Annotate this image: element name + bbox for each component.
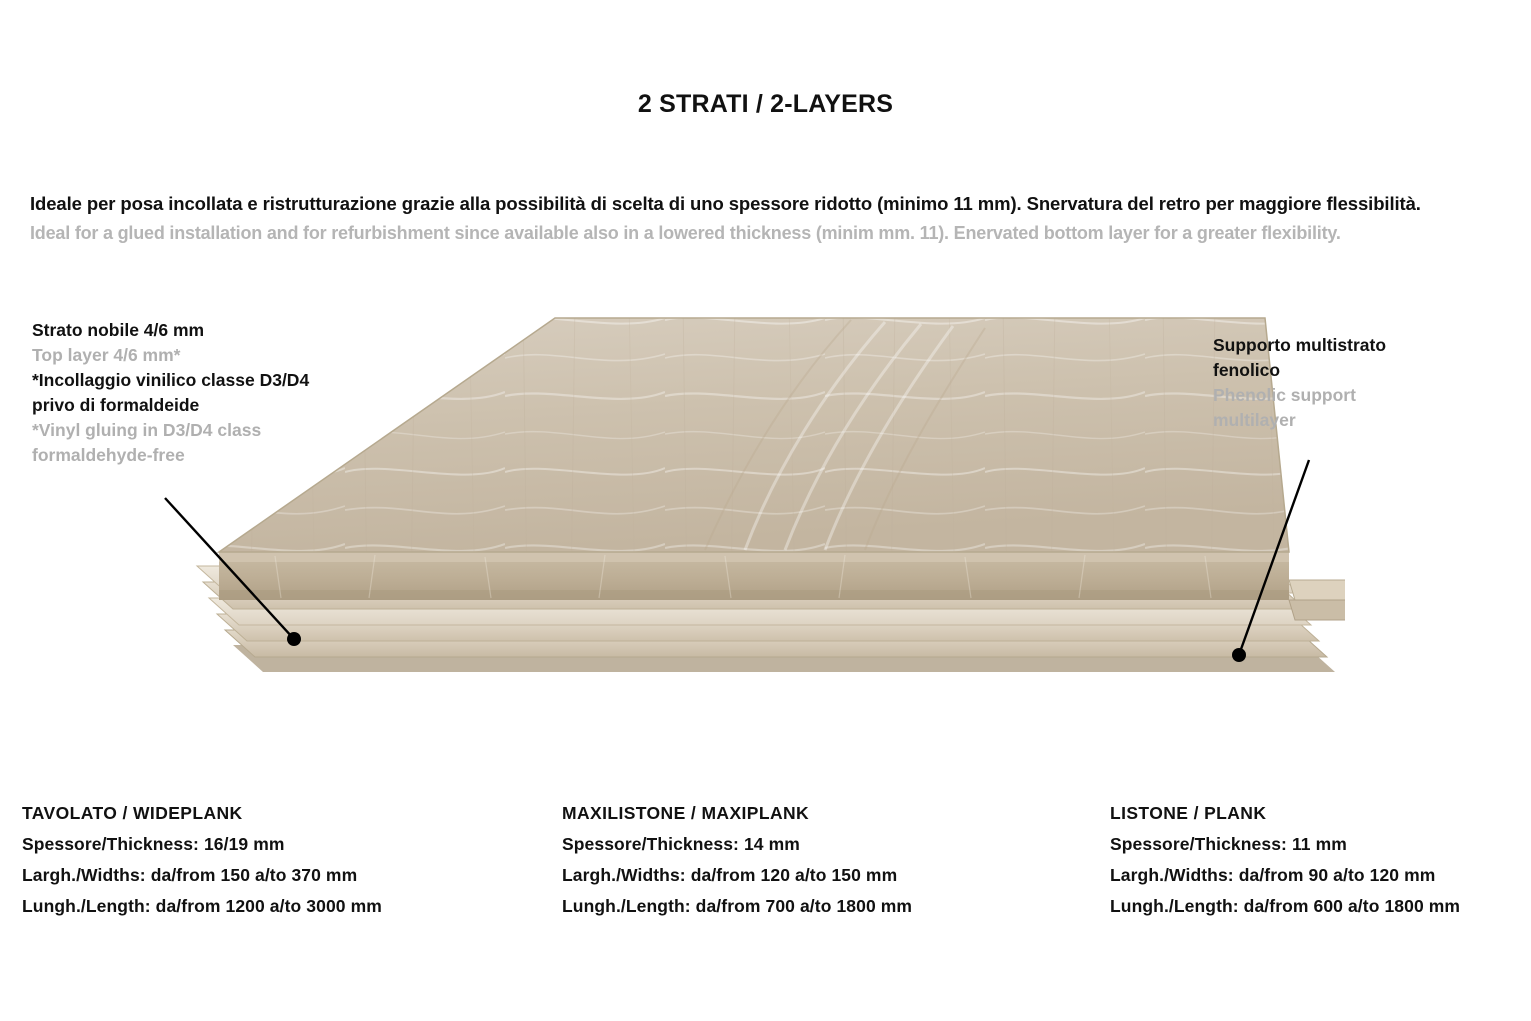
callout-phenolic-support: [1213, 333, 1513, 433]
spec-lengths: Lungh./Length: da/from 1200 a/to 3000 mm: [22, 896, 382, 916]
plank-edge-face: [219, 552, 1289, 600]
spec-heading: LISTONE / PLANK: [1110, 803, 1267, 823]
spec-column-maxiplank: [562, 798, 912, 922]
spec-widths: Largh./Widths: da/from 150 a/to 370 mm: [22, 865, 358, 885]
page-title: 2 STRATI / 2-LAYERS: [637, 90, 894, 118]
callout-top-layer-it-1: Strato nobile 4/6 mm: [32, 320, 205, 340]
spec-widths: Largh./Widths: da/from 120 a/to 150 mm: [562, 865, 898, 885]
callout-support-en-2: multilayer: [1213, 410, 1296, 430]
spec-thickness: Spessore/Thickness: 16/19 mm: [22, 834, 285, 854]
callout-support-en-1: Phenolic support: [1213, 385, 1356, 405]
spec-heading: MAXILISTONE / MAXIPLANK: [562, 803, 810, 823]
spec-column-plank: [1110, 798, 1460, 922]
callout-support-it-1: Supporto multistrato: [1213, 335, 1387, 355]
callout-top-layer-en-1: Top layer 4/6 mm*: [32, 345, 181, 365]
intro-text-english: Ideal for a glued installation and for refurbishment since available also in a lowered thickness (minim mm. 11). Enervated bottom layer for a greater flexibility.: [30, 223, 1341, 243]
spec-thickness: Spessore/Thickness: 11 mm: [1110, 834, 1347, 854]
tongue-profile: [1289, 580, 1345, 620]
callout-gluing-en-1: *Vinyl gluing in D3/D4 class: [32, 420, 262, 440]
spec-widths: Largh./Widths: da/from 90 a/to 120 mm: [1110, 865, 1436, 885]
callout-gluing-it-1: *Incollaggio vinilico classe D3/D4: [32, 370, 310, 390]
callout-support-it-2: fenolico: [1213, 360, 1281, 380]
callout-gluing-it-2: privo di formaldeide: [32, 395, 200, 415]
spec-lengths: Lungh./Length: da/from 600 a/to 1800 mm: [1110, 896, 1461, 916]
callout-gluing-en-2: formaldehyde-free: [32, 445, 185, 465]
intro-text-italian: Ideale per posa incollata e ristrutturazione grazie alla possibilità di scelta di uno spessore ridotto (minimo 11 mm). Snervatura del retro per maggiore flessibilità.: [30, 193, 1421, 214]
spec-thickness: Spessore/Thickness: 14 mm: [562, 834, 800, 854]
callout-top-layer: [32, 318, 412, 468]
intro-paragraph: [30, 190, 1502, 248]
spec-heading: TAVOLATO / WIDEPLANK: [22, 803, 243, 823]
spec-column-wideplank: [22, 798, 382, 922]
spec-lengths: Lungh./Length: da/from 700 a/to 1800 mm: [562, 896, 913, 916]
